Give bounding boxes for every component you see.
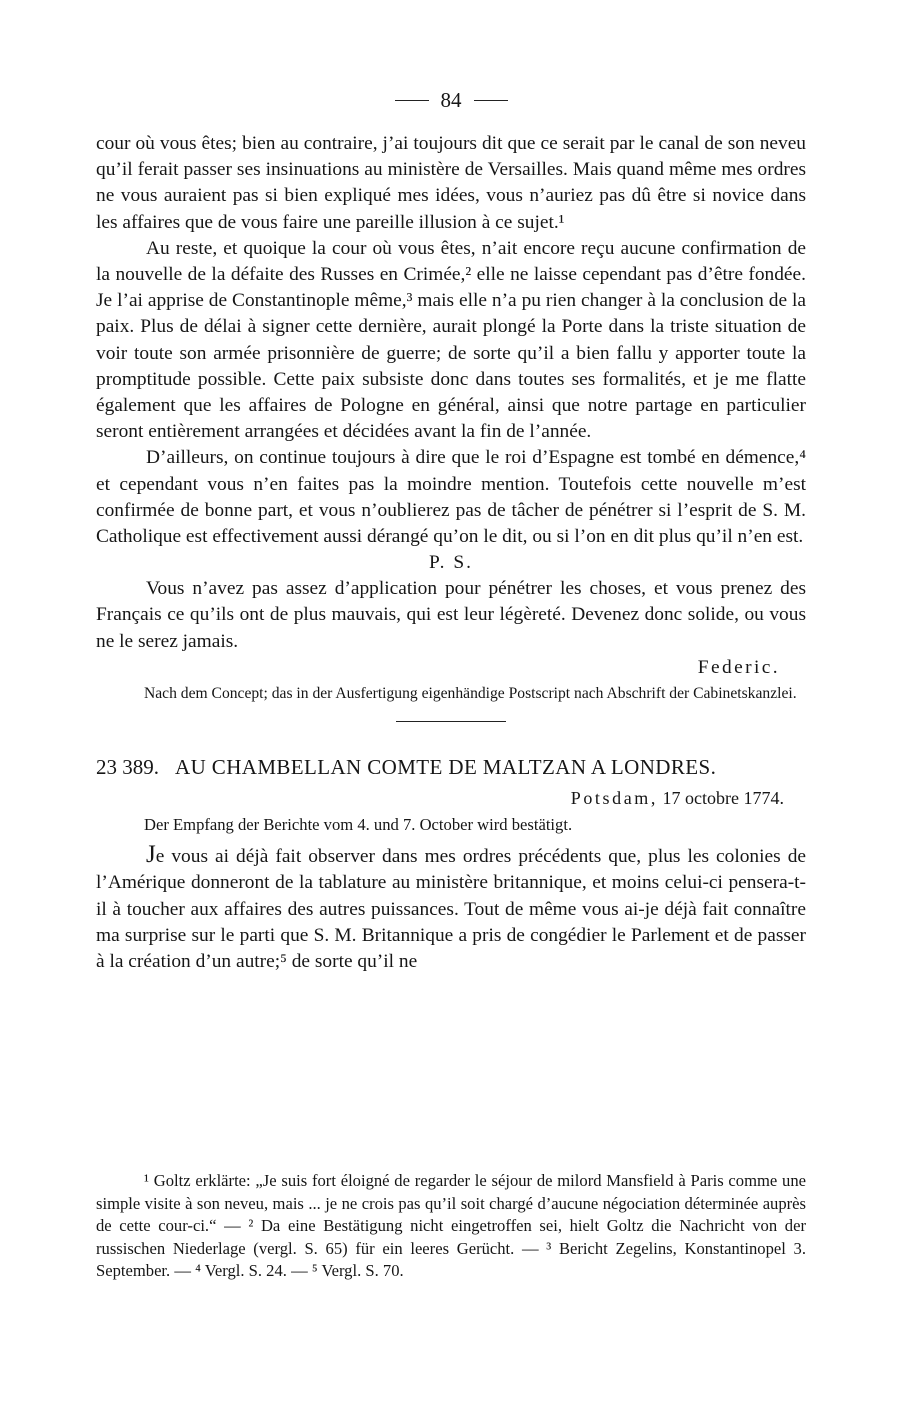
footnotes [96, 1170, 806, 1283]
footnotes-text: ¹ Goltz erklärte: „Je suis fort éloigné de regarder le séjour de milord Mansfield à Paris comme une simple visite à son neveu, mais ... je ne crois pas qu’il soit chargé d’aucune négociation déterminée auprès de cette cour-ci.“ — ² Da eine Bestätigung nicht eingetroffen sei, hielt Goltz die Nachricht von der russischen Niederlage (vergl. S. 65) für ein leeres Gerücht. — ³ Bericht Zegelins, Konstantinopel 3. September. — ⁴ Vergl. S. 24. — ⁵ Vergl. S. 70. [96, 1171, 806, 1281]
header-dash-left [395, 100, 429, 101]
receipt-note: Der Empfang der Berichte vom 4. und 7. October wird bestätigt. [144, 814, 573, 834]
letter-body-text: e vous ai déjà fait observer dans mes ordres précédents que, plus les colonies de l’Amérique donneront de la tablature au ministère britannique, et moins celui-ci pensera-t-il à toucher aux affaires des autres puissances. Tout de même vous ai-je déjà fait connaître ma surprise sur le parti que S. M. Britannique a pris de congédier le Parlement et de passer à la création d’un autre;⁵ de sorte qu’il ne [96, 845, 806, 973]
page-number: 84 [440, 88, 462, 112]
dateline-place: Potsdam, [570, 787, 659, 808]
letter-heading [96, 754, 806, 780]
postscript-label: P. S. [429, 552, 473, 574]
dateline [96, 786, 806, 810]
signature: Federic. [697, 656, 780, 678]
letter-title: AU CHAMBELLAN COMTE DE MALTZAN A LONDRES. [175, 754, 717, 779]
dateline-date: 17 octobre 1774. [662, 787, 784, 808]
source-note: Nach dem Concept; das in der Ausfertigung eigenhändige Postscript nach Abschrift der Cabinetskanzlei. [144, 684, 797, 702]
postscript-text: Vous n’avez pas assez d’application pour pénétrer les choses, et vous prenez des Français ce qu’ils ont de plus mauvais, qui est leur légèreté. Devenez donc solide, ou vous ne le serez jamais. [96, 578, 806, 652]
running-header [96, 88, 806, 113]
page-content [96, 88, 806, 976]
paragraph-2: Au reste, et quoique la cour où vous êtes, n’ait encore reçu aucune confirmation de la nouvelle de la défaite des Russes en Crimée,² elle ne laisse cependant pas d’être fondée. Je l’ai apprise de Constantinople même,³ mais elle n’a pu rien changer à la conclusion de la paix. Plus de délai à signer cette dernière, aurait plongé la Porte dans la triste situation de voir toute son armée prisonnière de guerre; de sorte qu’il a bien fallu y apporter toute la promptitude possible. Cette paix subsiste donc dans toutes ses formalités, et je me flatte également que les affaires de Pologne en général, ainsi que notre partage en particulier seront entièrement arrangées et décidées avant la fin de l’année. [96, 237, 806, 443]
header-dash-right [474, 100, 508, 101]
paragraph-3: D’ailleurs, on continue toujours à dire que le roi d’Espagne est tombé en démence,⁴ et cependant vous n’en faites pas la moindre mention. Toutefois cette nouvelle m’est confirmée de bonne part, et vous n’oublierez pas de tâcher de pénétrer si l’esprit de S. M. Catholique est effectivement aussi dérangé qu’on le dit, ou si l’on en dit plus qu’il n’en est. [96, 447, 806, 548]
letter-number: 23 389. [96, 754, 159, 779]
paragraph-1: cour où vous êtes; bien au contraire, j’ai toujours dit que ce serait par le canal de son neveu qu’il ferait passer ses insinuations au ministère de Versailles. Mais quand même mes ordres ne vous auraient pas si bien expliqué mes idées, vous n’auriez pas dû être si novice dans les affaires que de vous faire une pareille illusion à ce sujet.¹ [96, 133, 806, 233]
section-divider [396, 721, 506, 722]
letter-body [96, 840, 806, 976]
letter-initial: J [146, 840, 156, 868]
